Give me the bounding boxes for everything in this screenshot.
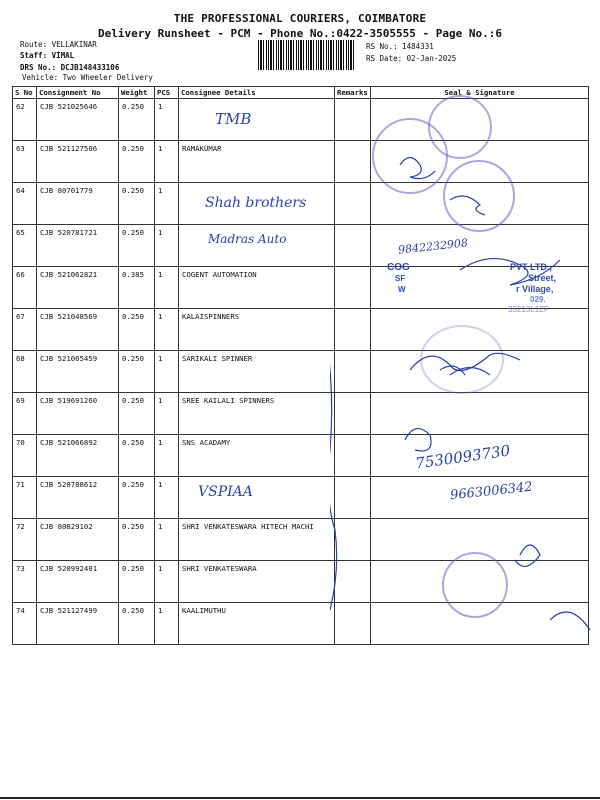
row-consignee: RAMAKUMAR (179, 141, 335, 183)
route-label: Route: VELLAKINAR (20, 40, 97, 49)
staff-label: Staff: VIMAL (20, 51, 75, 60)
row-pcs: 1 (155, 183, 179, 225)
row-weight: 0.250 (119, 183, 155, 225)
handwritten-tmb: TMB (215, 110, 252, 128)
row-weight: 0.250 (119, 351, 155, 393)
row-weight: 0.250 (119, 141, 155, 183)
row-sno: 63 (13, 141, 37, 183)
row-pcs: 1 (155, 309, 179, 351)
row-sno: 68 (13, 351, 37, 393)
row-sno: 72 (13, 519, 37, 561)
row-consignment-no: CJB 521025646 (37, 99, 119, 141)
row-weight: 0.250 (119, 477, 155, 519)
footer-line (0, 797, 600, 799)
row-consignee: KAALIMUTHU (179, 603, 335, 645)
row-consignee: SHRI VENKATESWARA (179, 561, 335, 603)
signature-scribbles (330, 110, 600, 650)
row-sno: 67 (13, 309, 37, 351)
row-consignment-no: CJB 80829102 (37, 519, 119, 561)
row-weight: 0.385 (119, 267, 155, 309)
row-weight: 0.250 (119, 519, 155, 561)
col-header-consignee: Consignee Details (179, 87, 335, 99)
row-consignee: SARIKALI SPINNER (179, 351, 335, 393)
row-consignee: COGENT AUTOMATION (179, 267, 335, 309)
row-sno: 69 (13, 393, 37, 435)
rs-number: RS No.: 1484331 (366, 42, 434, 51)
row-pcs: 1 (155, 141, 179, 183)
stamp-pin: 029. (530, 295, 546, 304)
row-pcs: 1 (155, 603, 179, 645)
row-pcs: 1 (155, 561, 179, 603)
row-pcs: 1 (155, 267, 179, 309)
page-title: THE PROFESSIONAL COURIERS, COIMBATORE (173, 12, 427, 25)
row-weight: 0.250 (119, 393, 155, 435)
stamp-ltd: PVT LTD., (510, 262, 552, 272)
table-header-row (13, 87, 589, 99)
row-sno: 73 (13, 561, 37, 603)
stamp-street: Street, (528, 273, 557, 283)
rs-date: RS Date: 02-Jan-2025 (366, 54, 457, 63)
row-sno: 65 (13, 225, 37, 267)
stamp-sf: SF (395, 274, 406, 283)
row-consignment-no: CJB 520781721 (37, 225, 119, 267)
handwritten-phone-71: 9663006342 (449, 479, 534, 504)
barcode (258, 40, 355, 70)
row-consignment-no: CJB 520992401 (37, 561, 119, 603)
row-consignee: SNS ACADAMY (179, 435, 335, 477)
row-pcs: 1 (155, 477, 179, 519)
handwritten-vspiaa: VSPIAA (198, 484, 253, 500)
row-pcs: 1 (155, 393, 179, 435)
row-consignment-no: CJB 521127506 (37, 141, 119, 183)
row-consignment-no: CJB 521066892 (37, 435, 119, 477)
stamp-village: r Village, (516, 284, 554, 294)
row-sno: 74 (13, 603, 37, 645)
col-header-pcs: PCS (155, 87, 179, 99)
row-consignment-no: CJB 521062821 (37, 267, 119, 309)
row-pcs: 1 (155, 519, 179, 561)
row-consignment-no: CJB 520788612 (37, 477, 119, 519)
col-header-seal: Seal & Signature (371, 87, 589, 99)
row-consignment-no: CJB 521048569 (37, 309, 119, 351)
row-pcs: 1 (155, 99, 179, 141)
stamp-w: W (398, 285, 406, 294)
row-weight: 0.250 (119, 309, 155, 351)
stamp-cog: COG (387, 262, 410, 273)
col-header-remarks: Remarks (335, 87, 371, 99)
row-consignment-no: CJB 521127499 (37, 603, 119, 645)
row-consignee (179, 99, 335, 141)
row-pcs: 1 (155, 351, 179, 393)
row-consignment-no: CJB 80701779 (37, 183, 119, 225)
col-header-consignment: Consignment No (37, 87, 119, 99)
row-sno: 71 (13, 477, 37, 519)
row-weight: 0.250 (119, 225, 155, 267)
row-sno: 70 (13, 435, 37, 477)
row-sno: 66 (13, 267, 37, 309)
row-weight: 0.250 (119, 603, 155, 645)
stamp-gst: 33213L1ZP (508, 305, 550, 314)
row-consignee: SREE KAILALI SPINNERS (179, 393, 335, 435)
col-header-sno: S No (13, 87, 37, 99)
row-weight: 0.250 (119, 99, 155, 141)
handwritten-madras-auto: Madras Auto (208, 232, 287, 246)
vehicle-label: Vehicle: Two Wheeler Delivery (22, 73, 153, 82)
row-consignment-no: CJB 521065459 (37, 351, 119, 393)
row-sno: 62 (13, 99, 37, 141)
row-sno: 64 (13, 183, 37, 225)
row-pcs: 1 (155, 435, 179, 477)
row-weight: 0.250 (119, 435, 155, 477)
row-consignee: KALAISPINNERS (179, 309, 335, 351)
drs-label: DRS No.: DCJB148433106 (20, 63, 120, 72)
col-header-weight: Weight (119, 87, 155, 99)
row-consignment-no: CJB 519691260 (37, 393, 119, 435)
handwritten-phone-70: 7530093730 (414, 441, 512, 473)
handwritten-phone-66: 9842232908 (397, 236, 469, 257)
row-pcs: 1 (155, 225, 179, 267)
row-weight: 0.250 (119, 561, 155, 603)
handwritten-shah-brothers: Shah brothers (205, 195, 307, 211)
row-consignee: SHRI VENKATESWARA HITECH MACHI (179, 519, 335, 561)
page-subtitle: Delivery Runsheet - PCM - Phone No.:0422-3505555 - Page No.:6 (98, 27, 502, 40)
